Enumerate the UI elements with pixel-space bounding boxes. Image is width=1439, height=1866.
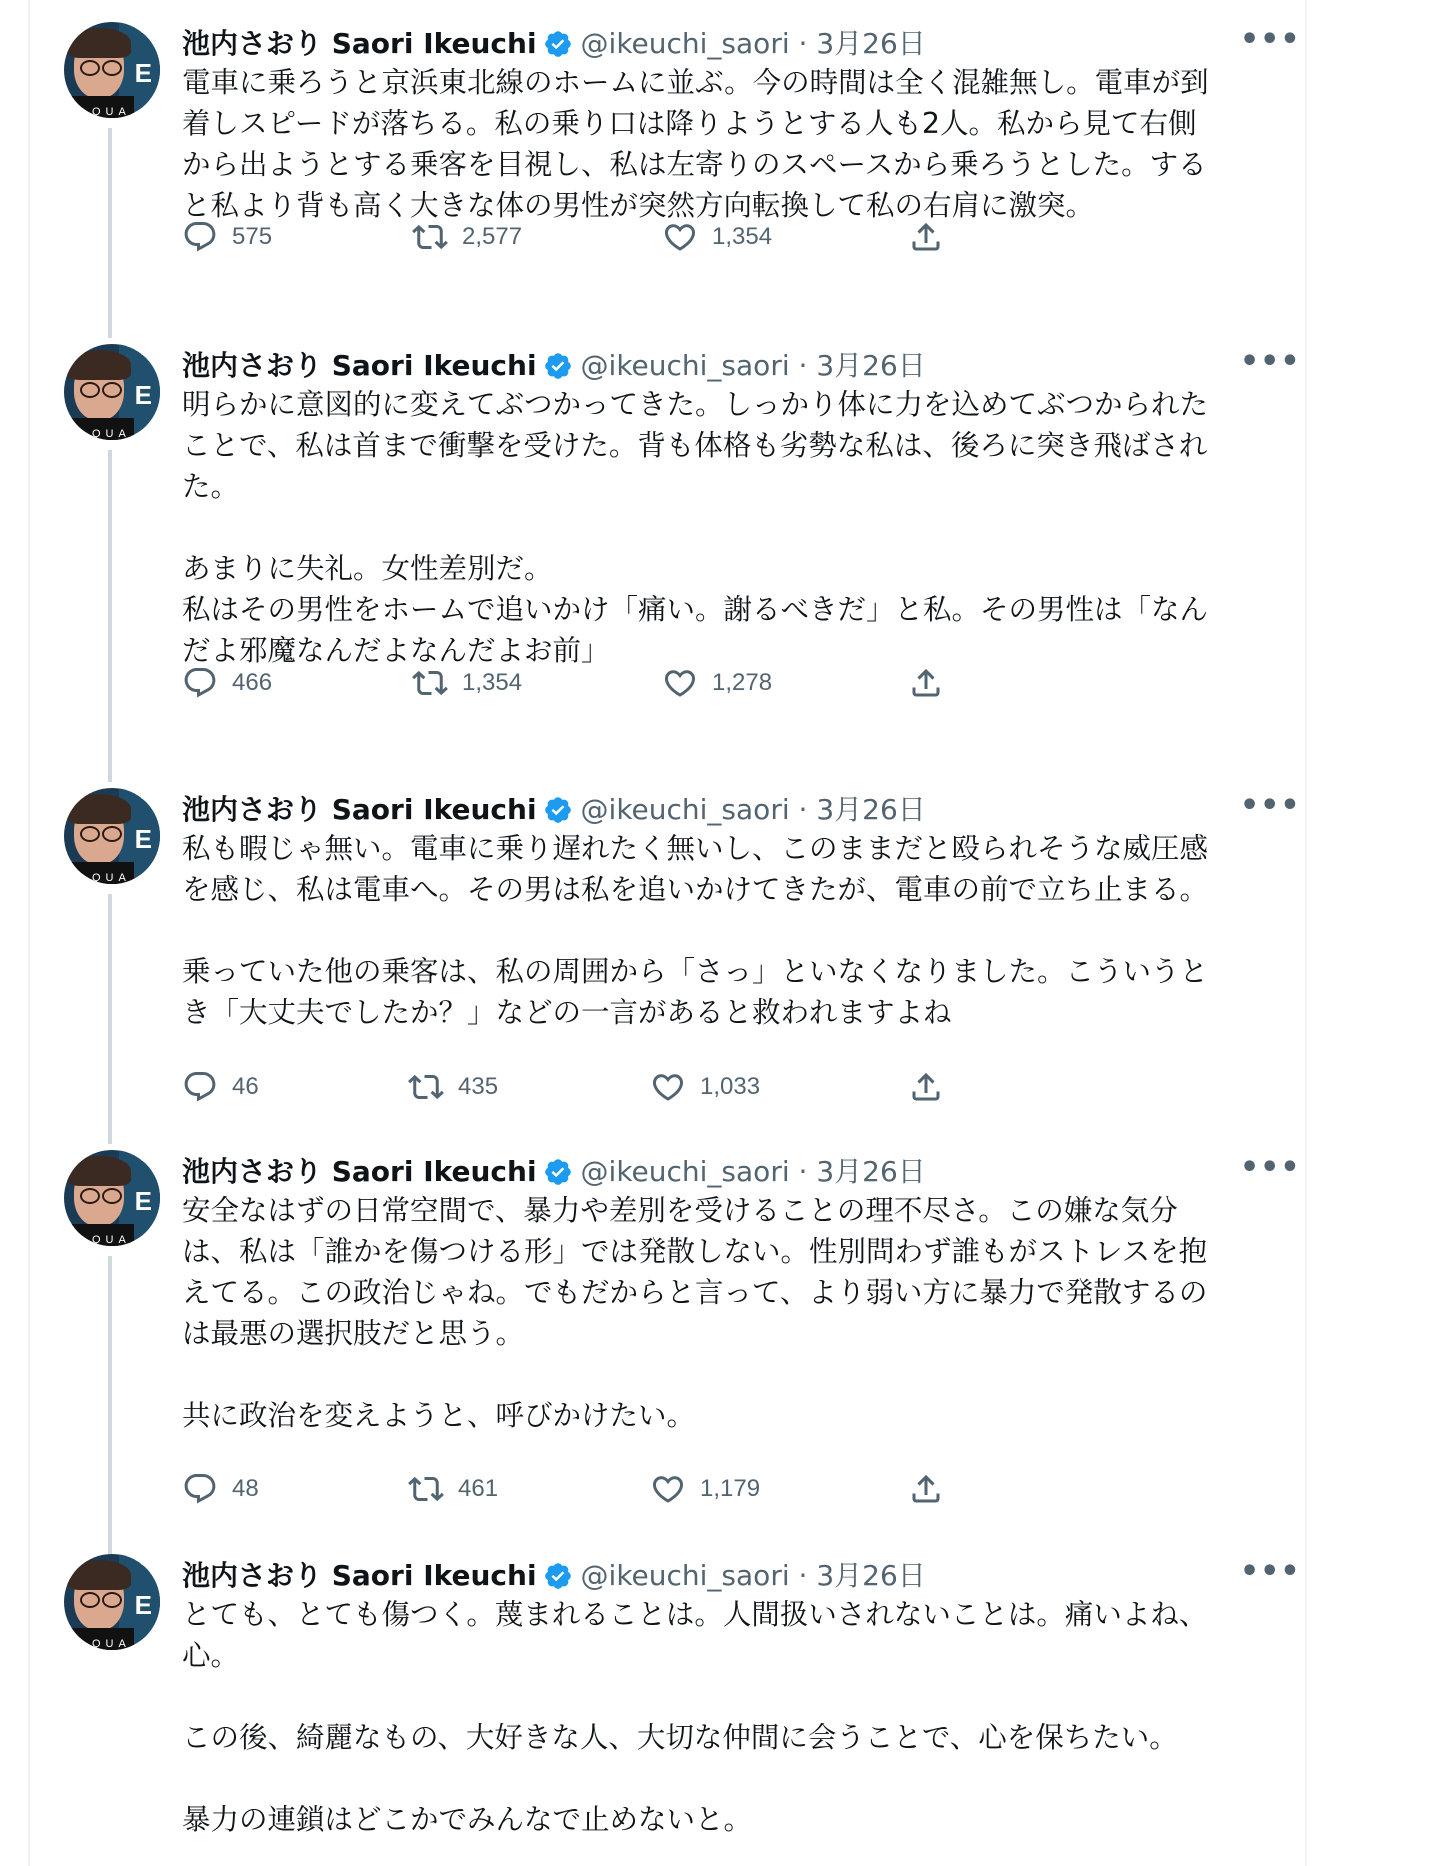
more-options-icon[interactable]: ••• (1240, 344, 1301, 379)
author-name[interactable]: 池内さおり Saori Ikeuchi (182, 1155, 537, 1188)
share-button[interactable] (908, 1066, 944, 1106)
reply-icon (182, 219, 218, 255)
verified-badge-icon (543, 351, 573, 381)
retweet-count: 2,577 (462, 222, 523, 250)
author-handle[interactable]: @ikeuchi_saori (580, 793, 790, 826)
retweet-count: 1,354 (462, 668, 523, 696)
avatar-letter: E (134, 1590, 152, 1620)
avatar[interactable] (64, 1150, 160, 1246)
more-options-icon[interactable]: ••• (1240, 1554, 1301, 1589)
avatar[interactable] (64, 788, 160, 884)
heart-icon (650, 1471, 686, 1507)
avatar-letter: E (134, 1186, 152, 1216)
reply-count: 46 (232, 1072, 259, 1100)
author-name[interactable]: 池内さおり Saori Ikeuchi (182, 793, 537, 826)
reply-button[interactable] (182, 1468, 259, 1508)
retweet-count: 435 (458, 1072, 499, 1100)
avatar-letter: E (134, 380, 152, 410)
like-button[interactable] (662, 216, 772, 256)
retweet-button[interactable] (412, 662, 522, 702)
tweet-header (182, 788, 926, 832)
author-name[interactable]: 池内さおり Saori Ikeuchi (182, 27, 537, 60)
avatar-letter: E (134, 824, 152, 854)
share-icon (908, 1069, 944, 1105)
avatar-letter: E (134, 58, 152, 88)
separator-dot: · (798, 1155, 808, 1188)
tweet-date[interactable]: 3月26日 (816, 27, 926, 60)
more-options-icon[interactable]: ••• (1240, 22, 1301, 57)
separator-dot: · (798, 793, 808, 826)
tweet-text: 私も暇じゃ無い。電車に乗り遅れたく無いし、このままだと殴られそうな威圧感 を感じ、私は電車へ。その男は私を追いかけてきたが、電車の前で立ち止まる。 乗っていた他の乗客は、私の周囲から「さっ」といなくなりました。こういうと き「大丈夫でしたか？」などの一言があると救われますよね (182, 832, 1209, 1029)
avatar-letter: QUA (92, 1234, 131, 1246)
avatar-letter: E (140, 1556, 148, 1568)
thread-connector (108, 894, 112, 1144)
verified-badge-icon (543, 29, 573, 59)
tweet-date[interactable]: 3月26日 (816, 1559, 926, 1592)
reply-icon (182, 665, 218, 701)
verified-badge-icon (543, 1157, 573, 1187)
like-button[interactable] (650, 1066, 760, 1106)
author-handle[interactable]: @ikeuchi_saori (580, 1155, 790, 1188)
avatar-letter: QUA (92, 872, 131, 884)
tweet-text: 安全なはずの日常空間で、暴力や差別を受けることの理不尽さ。この嫌な気分 は、私は「誰かを傷つける形」では発散しない。性別問わず誰もがストレスを抱 えてる。この政治じゃね。でもだからと言って、より弱い方に暴力で発散するの は最悪の選択肢だと思う。 共に政治を変えようと、呼びかけたい。 (182, 1194, 1208, 1432)
separator-dot: · (798, 1559, 808, 1592)
author-handle[interactable]: @ikeuchi_saori (580, 349, 790, 382)
separator-dot: · (798, 27, 808, 60)
tweet-date[interactable]: 3月26日 (816, 349, 926, 382)
avatar[interactable] (64, 1554, 160, 1650)
retweet-icon (412, 665, 448, 701)
thread-connector (108, 128, 112, 338)
reply-icon (182, 1471, 218, 1507)
like-count: 1,179 (700, 1474, 761, 1502)
retweet-count: 461 (458, 1474, 499, 1502)
tweet-actions (182, 1468, 1132, 1508)
tweet-header (182, 344, 926, 388)
reply-button[interactable] (182, 662, 272, 702)
reply-button[interactable] (182, 1066, 259, 1106)
timeline-left-border (28, 0, 30, 1866)
share-icon (908, 219, 944, 255)
like-count: 1,278 (712, 668, 773, 696)
avatar-letter: E (140, 24, 148, 36)
verified-badge-icon (543, 1561, 573, 1591)
like-count: 1,033 (700, 1072, 761, 1100)
tweet-actions (182, 1066, 1132, 1106)
avatar-letter: QUA (92, 1638, 131, 1650)
heart-icon (662, 665, 698, 701)
timeline-right-border (1305, 0, 1307, 1866)
like-button[interactable] (650, 1468, 760, 1508)
separator-dot: · (798, 349, 808, 382)
author-name[interactable]: 池内さおり Saori Ikeuchi (182, 1559, 537, 1592)
like-button[interactable] (662, 662, 772, 702)
tweet-header (182, 1150, 926, 1194)
tweet-date[interactable]: 3月26日 (816, 1155, 926, 1188)
heart-icon (662, 219, 698, 255)
share-button[interactable] (908, 1468, 944, 1508)
share-icon (908, 665, 944, 701)
more-options-icon[interactable]: ••• (1240, 788, 1301, 823)
reply-count: 575 (232, 222, 273, 250)
like-count: 1,354 (712, 222, 773, 250)
verified-badge-icon (543, 795, 573, 825)
reply-count: 48 (232, 1474, 259, 1502)
author-handle[interactable]: @ikeuchi_saori (580, 27, 790, 60)
retweet-icon (408, 1069, 444, 1105)
avatar-letter: E (140, 790, 148, 802)
reply-count: 466 (232, 668, 273, 696)
reply-icon (182, 1069, 218, 1105)
author-name[interactable]: 池内さおり Saori Ikeuchi (182, 349, 537, 382)
retweet-button[interactable] (408, 1468, 498, 1508)
avatar-letter: QUA (92, 428, 131, 440)
avatar-letter: QUA (92, 106, 131, 118)
thread-connector (108, 1256, 112, 1554)
retweet-button[interactable] (408, 1066, 498, 1106)
tweet-text: 電車に乗ろうと京浜東北線のホームに並ぶ。今の時間は全く混雑無し。電車が到 着しスピードが落ちる。私の乗り口は降りようとする人も2人。私から見て右側 から出ようとする乗客を目視し、私は左寄りのスペースから乗ろうとした。する と私より背も高く大きな体の男性が突然方向転換して私の右肩に激突。 (182, 66, 1209, 222)
heart-icon (650, 1069, 686, 1105)
avatar[interactable] (64, 344, 160, 440)
share-icon (908, 1471, 944, 1507)
share-button[interactable] (908, 662, 944, 702)
thread-connector (108, 450, 112, 782)
tweet-text: 明らかに意図的に変えてぶつかってきた。しっかり体に力を込めてぶつかられた ことで、私は首まで衝撃を受けた。背も体格も劣勢な私は、後ろに突き飛ばされ た。 あまりに失礼。女性差別だ。 私はその男性をホームで追いかけ「痛い。謝るべきだ」と私。その男性は「なん だよ邪魔なんだよなんだよお前」 (182, 388, 1209, 667)
avatar-letter: E (140, 1152, 148, 1164)
avatar[interactable] (64, 22, 160, 118)
tweet-actions (182, 662, 1132, 702)
retweet-icon (412, 219, 448, 255)
reply-button[interactable] (182, 216, 272, 256)
share-button[interactable] (908, 216, 944, 256)
author-handle[interactable]: @ikeuchi_saori (580, 1559, 790, 1592)
tweet-header (182, 22, 926, 66)
retweet-icon (408, 1471, 444, 1507)
tweet-header (182, 1554, 926, 1598)
retweet-button[interactable] (412, 216, 522, 256)
tweet-date[interactable]: 3月26日 (816, 793, 926, 826)
tweet-actions (182, 216, 1132, 256)
tweet-text: とても、とても傷つく。蔑まれることは。人間扱いされないことは。痛いよね、 心。 この後、綺麗なもの、大好きな人、大切な仲間に会うことで、心を保ちたい。 暴力の連鎖はどこかでみんなで止めないと。 (182, 1598, 1208, 1836)
more-options-icon[interactable]: ••• (1240, 1150, 1301, 1185)
avatar-letter: E (140, 346, 148, 358)
